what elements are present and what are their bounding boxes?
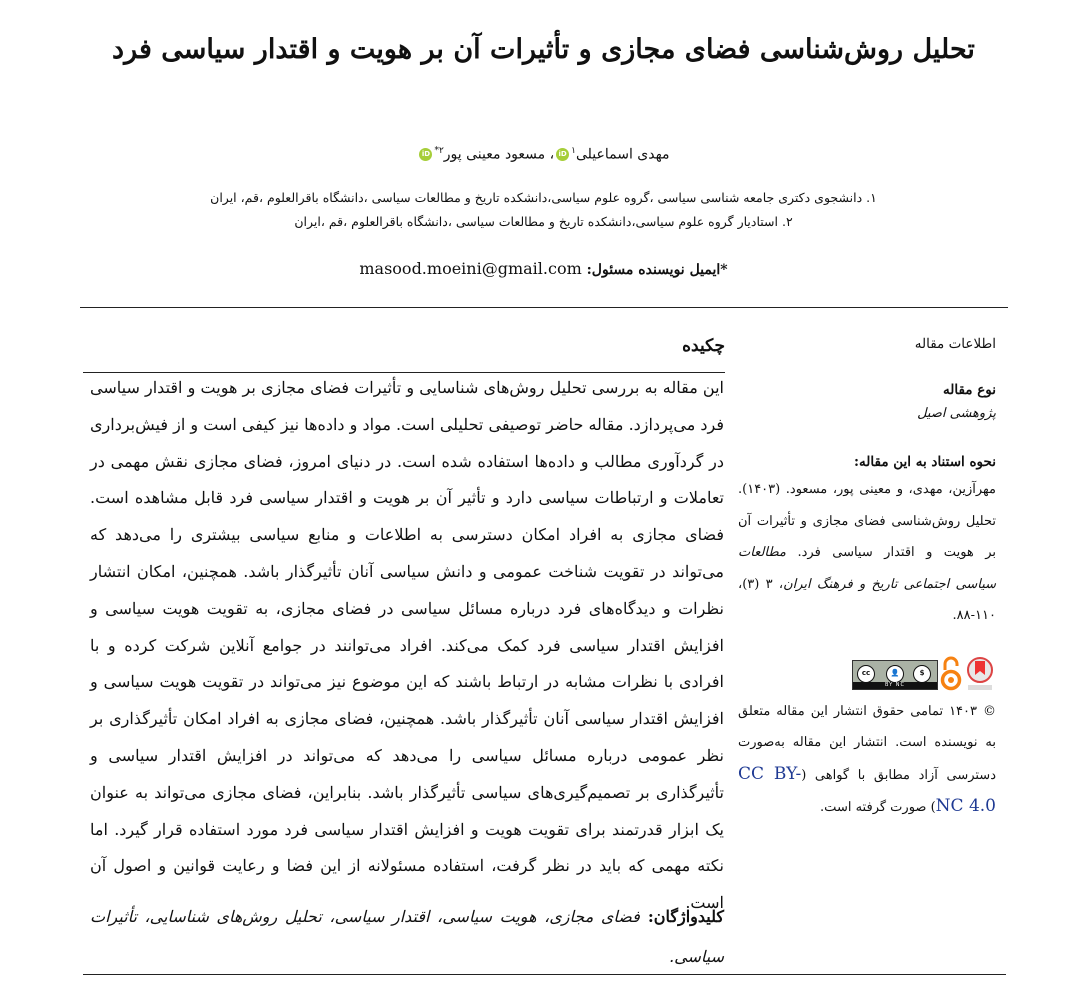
citation-journal: مطالعات سیاسی اجتماعی تاریخ و فرهنگ ایران — [738, 545, 997, 592]
keywords — [90, 897, 724, 977]
copyright-text: © ۱۴۰۳ تمامی حقوق انتشار این مقاله متعلق به نویسنده است. انتشار این مقاله به‌صورت دسترسی آزاد مطابق با گواهی ( — [738, 703, 997, 783]
citation-heading: نحوه استناد به این مقاله: — [854, 454, 996, 470]
crossmark-icon[interactable] — [966, 656, 994, 692]
corresponding-author — [100, 258, 987, 281]
citation-body: مهرآزین، مهدی، و معینی پور، مسعود. (۱۴۰۳). تحلیل روش‌شناسی فضای مجازی و تأثیرات آن بر هویت و اقتدار سیاسی فرد. — [738, 482, 996, 560]
copyright-end: ) صورت گرفته است. — [820, 800, 936, 815]
author-1-name: مهدی اسماعیلی — [575, 146, 670, 163]
keywords-list: فضای مجازی، هویت سیاسی، اقتدار سیاسی، تحلیل روش‌های شناسایی، تأثیرات سیاسی. — [90, 907, 724, 966]
keywords-label: کلیدواژگان: — [639, 907, 725, 926]
orcid-icon[interactable]: iD — [556, 148, 569, 161]
abstract-body: این مقاله به بررسی تحلیل روش‌های شناسایی و تأثیرات فضای مجازی بر هویت و اقتدار سیاسی فرد می‌پردازد. مقاله حاضر توصیفی تحلیلی است. مواد و داده‌ها نیز کیفی است و از فیش‌برداری در گردآوری مطالب و داده‌ها استفاده شده است. در دنیای امروز، فضای مجازی نقش مهمی در تعاملات و ارتباطات سیاسی دارد و تأثیر آن بر هویت و اقتدار سیاسی فرد قابل مشاهده است. فضای مجازی به افراد امکان دسترسی به اطلاعات و منابع سیاسی بیشتری را می‌دهد که می‌تواند در تقویت شناخت عمومی و دانش سیاسی آنان تأثیرگذار باشد. همچنین، امکان انتشار نظرات و دیدگاه‌های فرد درباره مسائل سیاسی در فضای مجازی، به تقویت هویت سیاسی و افزایش اقتدار سیاسی فرد کمک می‌کند. افراد می‌توانند در جوامع آنلاین شرکت کرده و با افرادی با نظرات مشابه در ارتباط باشند که این موضوع نیز می‌تواند در تقویت هویت سیاسی و افزایش اقتدار سیاسی آنان تأثیرگذار باشد. همچنین، فضای مجازی به افراد امکان تأثیرگذاری بر نظر عمومی درباره مسائل سیاسی را می‌دهد که می‌تواند در افزایش اقتدار سیاسی و تأثیرگذاری بر تصمیم‌گیری‌های سیاسی تأثیرگذار باشد. بنابراین، فضای مجازی می‌تواند به عنوان یک ابزار قدرتمند برای تقویت هویت و افزایش اقتدار سیاسی فرد مورد استفاده قرار گیرد. اما نکته مهمی که باید در نظر گرفت، استفاده مسئولانه از این فضا و رعایت قوانین و اصول آن است. — [90, 378, 725, 913]
affiliation-1: ۱. دانشجوی دکتری جامعه شناسی سیاسی ،گروه علوم سیاسی،دانشکده تاریخ و مطالعات سیاسی ،دانشگاه باقرالعلوم ،قم، ایران — [210, 190, 877, 205]
copyright-notice — [738, 696, 996, 824]
divider-bottom — [83, 974, 1006, 975]
corresponding-label: *ایمیل نویسنده مسئول: — [581, 262, 728, 278]
paper-title: تحلیل روش‌شناسی فضای مجازی و تأثیرات آن بر هویت و اقتدار سیاسی فرد — [112, 34, 975, 65]
author-2-affiliation-mark: ۲* — [434, 146, 444, 156]
corresponding-email-link[interactable]: masood.moeini@gmail.com — [359, 259, 582, 278]
article-info-column — [738, 330, 996, 824]
author-2-name: مسعود معینی پور — [443, 146, 546, 163]
citation-text — [738, 474, 996, 632]
article-type-value: پژوهشی اصیل — [917, 406, 996, 421]
by-person-icon: 👤 — [886, 665, 904, 683]
citation-volume: ، ۳ (۳)، ۱۱۰-۸۸. — [738, 576, 996, 623]
author-separator: ، — [545, 146, 555, 163]
open-access-icon[interactable] — [940, 656, 962, 692]
author-1-affiliation-mark: ۱ — [571, 146, 576, 156]
orcid-icon[interactable]: iD — [419, 148, 432, 161]
license-badges — [738, 648, 996, 692]
cc-icon: cc — [857, 665, 875, 683]
license-link[interactable]: CC BY-NC 4.0 — [738, 763, 996, 816]
affiliation-2: ۲. استادیار گروه علوم سیاسی،دانشکده تاریخ و مطالعات سیاسی ،دانشگاه باقرالعلوم ،قم ،ایران — [294, 214, 793, 229]
noncommercial-icon: $ — [913, 665, 931, 683]
article-info-heading: اطلاعات مقاله — [914, 336, 996, 352]
article-type-heading: نوع مقاله — [942, 382, 996, 398]
author-line — [200, 140, 887, 166]
abstract-heading: چکیده — [682, 336, 725, 356]
cc-badge-label: BY NC — [853, 682, 937, 689]
cc-by-nc-license-icon[interactable] — [852, 660, 938, 690]
divider-top — [80, 307, 1008, 308]
